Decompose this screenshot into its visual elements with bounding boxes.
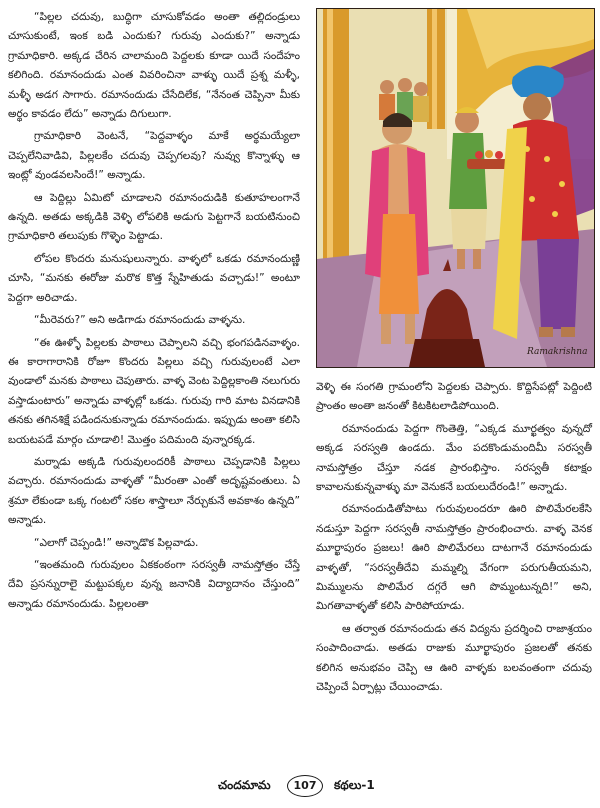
page-number: 107 xyxy=(287,775,323,797)
artist-signature: Ramakrishna xyxy=(527,347,588,357)
court-scene-illustration xyxy=(317,9,594,367)
story-illustration xyxy=(316,8,595,368)
left-text-column xyxy=(8,8,300,617)
paragraph: గ్రామాధికారి వెంటనే, “పెద్దవాళ్ళం మాకే అర్థమయ్యేలా చెప్పలేనివాడివి, పిల్లలకేం చదువు చెప్పగలవు? నువ్వు కొన్నాళ్ళు ఆ ఇంట్లో వుండవలసిందే!” అన్నాడు. xyxy=(8,130,300,182)
paragraph: వెళ్ళి ఈ సంగతి గ్రామంలోని పెద్దలకు చెప్పారు. కొద్దిసేపట్లో పెద్దింటి ప్రాంతం అంతా జనంతో కిటకిటలాడిపోయింది. xyxy=(316,381,592,413)
right-text-column xyxy=(316,378,592,701)
magazine-name: చందమామ xyxy=(218,778,271,792)
paragraph: “ఎలాగో చెప్పండి!” అన్నాడొక పిల్లవాడు. xyxy=(34,536,199,549)
paragraph: “ఇంతమంది గురువులం ఏకకంఠంగా సరస్వతీ నామస్తోత్రం చేస్తే దేవి ప్రసన్నురాలై మట్టుపక్కల వున్న జనానికి విద్యాదానం చేస్తుంది” అన్నాడు రమానందుడు. పిల్లలంతా xyxy=(8,558,300,610)
paragraph: మర్నాడు అక్కడి గురువులందరికీ పాఠాలు చెప్పడానికి పిల్లలు వచ్చారు. రమానందుడు వాళ్ళతో “మీరంతా ఎంతో అదృష్టవంతులు. ఏ శ్రమా లేకుండా ఒక్క గంటలో సకల శాస్త్రాలూ నేర్చుకునే అవకాశం ఉన్నది” అన్నాడు. xyxy=(8,455,300,527)
paragraph: లోపల కొందరు మనుషులున్నారు. వాళ్ళలో ఒకడు రమానందుణ్ణి చూసి, “మనకు ఈరోజు మరొక కొత్త స్నేహితుడు వచ్చాడు!” అంటూ పెద్దగా అరిచాడు. xyxy=(8,252,300,304)
paragraph: “ఈ ఊళ్ళో పిల్లలకు పాఠాలు చెప్పాలని వచ్చి భంగపడినవాళ్ళం. ఈ కారాగారానికి రోజూ కొందరు పిల్లలు వచ్చి గురువులంటే ఎలా వుండాలో మనకు పాఠాలు చెపుతారు. వాళ్ళ వెంట పెద్దిల్లకాంతి నలుగురు వస్తాడుంటారు” అన్నాడు వాళ్ళల్లో ఒకడు. గురువు గారి మాట వినడానికి తనకు తగినశిక్షే పడిందనుకున్నాడు రమానందుడు. ఇప్పుడు అంతా కలిసి బయటపడే మార్గం చూడాలి! మొత్తం పదిమంది వున్నారక్కడ. xyxy=(8,336,300,446)
paragraph: రమానందుడితోపాటు గురువులందరూ ఊరి పొలిమేరలకేసి నడుస్తూ పెద్దగా సరస్వతీ నామస్తోత్రం ప్రారంభించారు. వాళ్ళ వెనక మూర్ఖాపురం ప్రజలు! ఊరి పొలిమేరలు దాటగానే రమానందుడు వాళ్ళతో, “సరస్వతీదేవి మమ్మల్ని వేగంగా పరుగుతీయమని, మిమ్ములను పొలిమేర దగ్గరే ఆగి పొమ్మంటున్నది!” అని, మిగతావాళ్ళతో కలిసి పారిపోయాడు. xyxy=(316,503,592,613)
paragraph: “పిల్లల చదువు, బుద్ధిగా చూసుకోవడం అంతా తల్లిదండ్రులు చూసుకుంటే, ఇంక బడి ఎందుకు? గురువు ఎందుకు?” అన్నాడు గ్రామాధికారి. అక్కడ చేరిన చాలామంది పెద్దలకు కూడా యిదే సందేహం కలిగింది. రమానందుడు ఎంత వివరించినా వాళ్ళు యిదే ప్రశ్న మళ్ళీ, మళ్ళీ అడగ సాగారు. రమానందుడు చేసేదిలేక, “నేనంత చెప్పినా మీకు అర్థం కావడం లేదు” అన్నాడు దిగులుగా. xyxy=(8,11,300,121)
paragraph: ఆ పెద్దిల్లు ఏమిటో చూడాలని రమానందుడికి కుతూహలంగానే ఉన్నది. అతడు అక్కడికి వెళ్ళి లోపలికి అడుగు పెట్టగానే బయటినుంచి గ్రామాధికారి తలుపుకు గొళ్ళెం పెట్టాడు. xyxy=(8,191,300,243)
paragraph: “మీరెవరు?” అని అడిగాడు రమానందుడు వాళ్ళను. xyxy=(34,314,246,327)
paragraph: ఆ తర్వాత రమానందుడు తన విద్యను ప్రదర్శించి రాజాశ్రయం సంపాదించాడు. అతడు రాజుకు మూర్ఖాపురం ప్రజలతో తనకు కలిగిన అనుభవం చెప్పి ఆ ఊరి వాళ్ళకు బలవంతంగా చదువు చెప్పించే ఏర్పాట్లు చేయించాడు. xyxy=(316,622,592,694)
page-footer xyxy=(0,772,600,802)
paragraph: రమానందుడు పెద్దగా గొంతెత్తి, “ఎక్కడ మూర్ఖత్వం వున్నదో అక్కడ సరస్వతి ఉండదు. మేం పదకొండుమందిమీ సరస్వతీ నామస్తోత్రం చేస్తూ నడక ప్రారంభిస్తాం. సరస్వతీ కటాక్షం కావాలనుకున్నవాళ్ళు మా వెనుకనే బయలుదేరండి!” అన్నాడు. xyxy=(316,422,592,494)
series-name: కథలు-1 xyxy=(334,778,375,792)
